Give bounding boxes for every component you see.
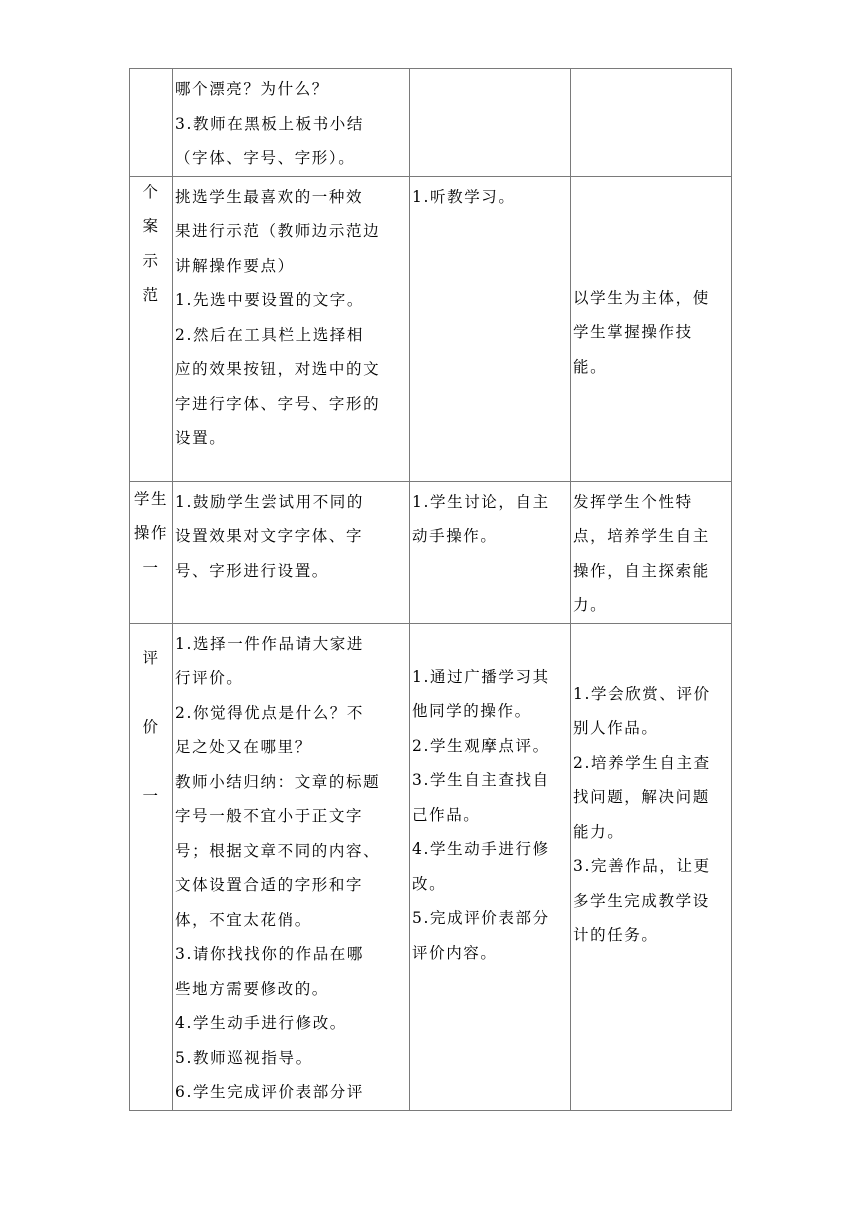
design-intent-cell (571, 481, 732, 623)
text-line: 1.先选中要设置的文字。 (175, 291, 364, 309)
text-line: 5.完成评价表部分 (412, 909, 550, 927)
text-line: 多学生完成教学设 (573, 891, 710, 910)
text-line: 1.学生讨论，自主 (412, 492, 550, 511)
text-line: 1.听教学习。 (412, 187, 516, 206)
text-line: 点，培养学生自主 (573, 527, 710, 545)
text-line: 1.鼓励学生尝试用不同的 (175, 492, 364, 511)
text-line: 1.选择一件作品请大家进 (175, 634, 364, 653)
table-row (130, 481, 732, 623)
teacher-activity-cell (173, 623, 410, 1110)
stage-label-char: 学生 (133, 489, 169, 508)
text-line: 1.通过广播学习其 (412, 667, 550, 686)
text-line: 1.学会欣赏、评价 (573, 684, 711, 703)
text-line: 他同学的操作。 (412, 702, 532, 720)
text-line: 发挥学生个性特 (573, 492, 693, 511)
teacher-activity-cell (173, 176, 410, 481)
student-activity-cell (410, 481, 571, 623)
text-line: 行评价。 (175, 669, 244, 687)
text-line: 教师小结归纳：文章的标题 (175, 772, 381, 791)
table-row (130, 69, 732, 177)
text-line: 学生掌握操作技 (573, 323, 693, 341)
text-line: 讲解操作要点） (175, 256, 295, 275)
text-line: 体，不宜太花俏。 (175, 910, 312, 929)
text-line: 挑选学生最喜欢的一种效 (175, 187, 364, 206)
text-line: 操作，自主探索能 (573, 561, 710, 580)
text-line: 些地方需要修改的。 (175, 979, 329, 998)
stage-label-char: 评 (142, 648, 160, 667)
text-line: 应的效果按钮，对选中的文 (175, 360, 381, 378)
student-activity-cell (410, 69, 571, 177)
stage-cell (130, 623, 173, 1110)
text-line: 设置效果对文字字体、字 (175, 527, 364, 545)
table-row (130, 176, 732, 481)
text-line: 4.学生动手进行修改。 (175, 1014, 347, 1032)
stage-label-char: 案 (142, 217, 160, 235)
lesson-plan-table (129, 68, 732, 1111)
stage-label-char: 一 (142, 558, 160, 577)
teacher-activity-cell (173, 481, 410, 623)
text-line: 力。 (573, 596, 608, 614)
text-line: 别人作品。 (573, 719, 659, 737)
text-line: 号；根据文章不同的内容、 (175, 841, 381, 860)
text-line: 3.请你找找你的作品在哪 (175, 945, 364, 963)
text-line: 动手操作。 (412, 527, 498, 545)
text-line: 以学生为主体，使 (573, 288, 710, 307)
stage-label-char: 范 (142, 286, 160, 304)
text-line: 计的任务。 (573, 926, 659, 944)
student-activity-cell (410, 623, 571, 1110)
text-line: 文体设置合适的字形和字 (175, 876, 364, 894)
text-line: 字号一般不宜小于正文字 (175, 807, 364, 825)
stage-label-char: 操作 (133, 524, 169, 542)
design-intent-cell (571, 176, 732, 481)
table-row (130, 623, 732, 1110)
design-intent-cell (571, 69, 732, 177)
stage-cell (130, 176, 173, 481)
text-line: 字进行字体、字号、字形的 (175, 394, 381, 413)
stage-label-char: 价 (142, 717, 160, 736)
teacher-activity-cell (173, 69, 410, 177)
text-line: 3.学生自主查找自 (412, 771, 550, 789)
design-intent-cell (571, 623, 732, 1110)
text-line: 3.教师在黑板上板书小结 (175, 114, 364, 133)
text-line: 号、字形进行设置。 (175, 561, 329, 580)
stage-label-char: 示 (142, 251, 160, 270)
text-line: 2.你觉得优点是什么？不 (175, 703, 364, 722)
text-line: 改。 (412, 874, 447, 893)
stage-cell (130, 69, 173, 177)
text-line: 5.教师巡视指导。 (175, 1048, 313, 1067)
text-line: 设置。 (175, 429, 227, 447)
text-line: 足之处又在哪里？ (175, 738, 312, 756)
text-line: 果进行示范（教师边示范边 (175, 222, 381, 240)
text-line: 能力。 (573, 822, 625, 841)
stage-cell (130, 481, 173, 623)
text-line: 哪个漂亮？为什么？ (175, 80, 329, 98)
student-activity-cell (410, 176, 571, 481)
text-line: 2.然后在工具栏上选择相 (175, 325, 364, 344)
text-line: 6.学生完成评价表部分评 (175, 1083, 364, 1101)
text-line: 评价内容。 (412, 943, 498, 962)
text-line: 2.学生观摩点评。 (412, 736, 550, 755)
text-line: 3.完善作品，让更 (573, 857, 711, 875)
text-line: 2.培养学生自主查 (573, 753, 711, 772)
stage-label-char: 个 (142, 182, 160, 201)
text-line: 能。 (573, 357, 608, 376)
text-line: 找问题，解决问题 (573, 788, 710, 806)
text-line: 己作品。 (412, 805, 481, 824)
text-line: 4.学生动手进行修 (412, 840, 550, 858)
text-line: （字体、字号、字形）。 (175, 149, 356, 167)
stage-label-char: 一 (142, 786, 160, 805)
